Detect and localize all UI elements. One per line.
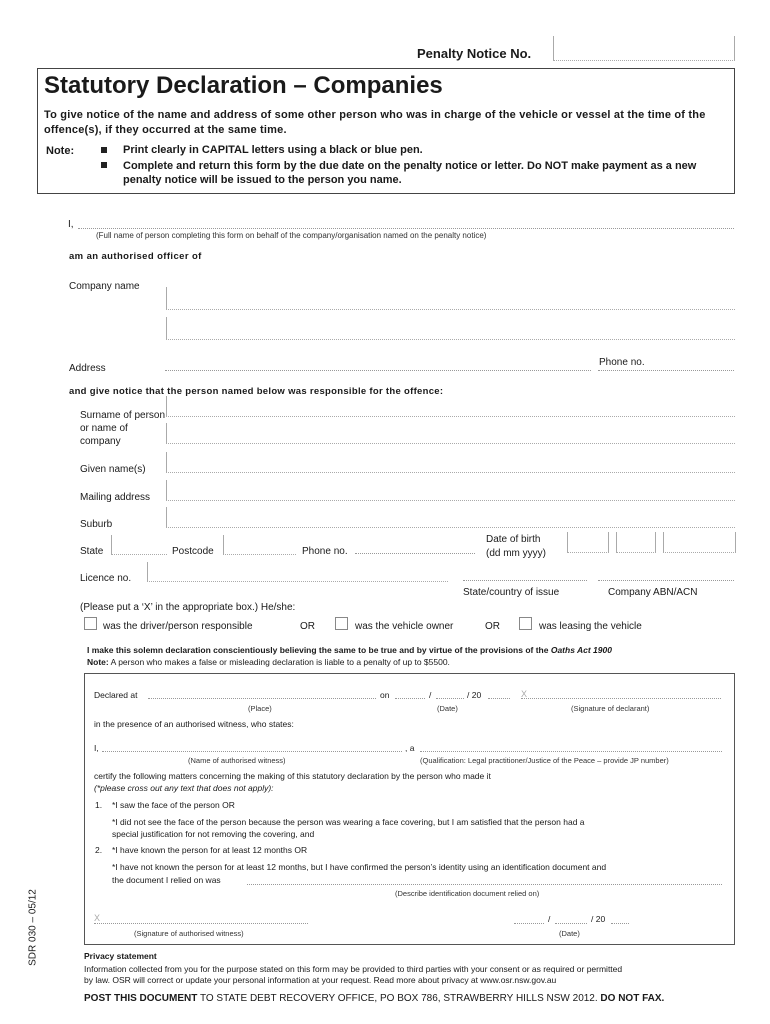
form-code: SDR 030 – 05/12 (27, 889, 39, 966)
declarant-phone-field[interactable] (598, 370, 734, 371)
item-2-option-b-line-2: the document I relied on was (112, 875, 221, 885)
declarant-i-label: I, (68, 219, 74, 230)
state-field[interactable] (111, 535, 167, 555)
page-title: Statutory Declaration – Companies (44, 72, 443, 99)
qualification-field[interactable] (420, 751, 722, 752)
surname-label: Surname of person or name of company (80, 410, 166, 447)
id-document-caption: (Describe identification document relied on) (395, 889, 540, 898)
signature-x-mark: X (521, 689, 528, 699)
penalty-notice-label: Penalty Notice No. (417, 46, 532, 61)
leasing-option-label: was leasing the vehicle (539, 621, 642, 632)
witness-signature-caption: (Signature of authorised witness) (134, 929, 244, 938)
id-document-field[interactable] (247, 884, 722, 885)
item-1-option-a: *I saw the face of the person OR (112, 800, 235, 810)
responsible-intro: and give notice that the person named below was responsible for the offence: (69, 386, 444, 397)
certify-text: certify the following matters concerning the making of this statutory declaration by the person who made it (94, 771, 491, 781)
qualification-caption: (Qualification: Legal practitioner/Justice of the Peace – provide JP number) (420, 756, 669, 765)
address-field[interactable] (165, 370, 591, 371)
privacy-heading: Privacy statement (84, 951, 157, 961)
responsible-phone-field[interactable] (355, 553, 475, 554)
dob-month-field[interactable] (616, 532, 656, 553)
date-caption: (Date) (437, 704, 458, 713)
company-name-field-1[interactable] (166, 287, 735, 310)
officer-text: am an authorised officer of (69, 251, 202, 262)
presence-text: in the presence of an authorised witness, who states: (94, 719, 294, 729)
footer-post-bold: POST THIS DOCUMENT (84, 993, 198, 1004)
footer-post-address: TO STATE DEBT RECOVERY OFFICE, PO BOX 786, STRAWBERRY HILLS NSW 2012. (197, 993, 598, 1004)
item-2-option-a: *I have known the person for at least 12 months OR (112, 845, 308, 855)
witness-name-field[interactable] (102, 751, 402, 752)
postcode-field[interactable] (223, 535, 296, 555)
item-2-number: 2. (95, 845, 103, 855)
dob-year-field[interactable] (663, 532, 736, 553)
leasing-checkbox[interactable] (519, 617, 532, 630)
footer-no-fax: DO NOT FAX. (597, 993, 665, 1004)
witness-name-caption: (Name of authorised witness) (188, 756, 286, 765)
date-slash: / (429, 690, 432, 700)
mailing-address-field[interactable] (166, 480, 735, 501)
surname-field-2[interactable] (166, 423, 735, 444)
declarant-name-field[interactable] (78, 228, 734, 229)
state-label: State (80, 546, 104, 557)
witness-signature-x-mark: X (94, 913, 101, 923)
footer-post-instruction (84, 993, 664, 1004)
cross-out-text: (*please cross out any text that does not apply): (94, 783, 274, 793)
declaration-statement (87, 645, 612, 655)
witness-i-label: I, (94, 743, 99, 753)
declaration-statement-text: I make this solemn declaration conscientiously believing the same to be true and by virtue of the provisions of the (87, 645, 549, 655)
given-names-field[interactable] (166, 452, 735, 473)
declarant-caption: (Full name of person completing this form on behalf of the company/organisation named on the penalty notice) (96, 231, 487, 240)
declaration-note (87, 657, 450, 667)
declaration-note-label: Note: (87, 657, 109, 667)
licence-field[interactable] (147, 562, 448, 582)
intro-text: To give notice of the name and address of some other person who was in charge of the vehicle or vessel at the time of the offence(s), if they occurred at the same time. (44, 109, 706, 136)
item-2-option-b-line-1: *I have not known the person for at least 12 months, but I have confirmed the person’s identity using an identification document and (112, 862, 607, 872)
date-month-field[interactable] (436, 698, 464, 699)
mailing-address-label: Mailing address (80, 492, 151, 503)
witness-date-caption: (Date) (559, 929, 580, 938)
oaths-act: Oaths Act 1900 (550, 645, 612, 655)
company-name-field-2[interactable] (166, 317, 735, 340)
driver-option-label: was the driver/person responsible (103, 621, 253, 632)
date-year-prefix: / 20 (467, 690, 482, 700)
note-bullet-1: Print clearly in CAPITAL letters using a black or blue pen. (123, 144, 423, 156)
declarant-signature-field[interactable] (521, 698, 721, 699)
declaration-note-text: A person who makes a false or misleading declaration is liable to a penalty of up to $5500. (110, 657, 450, 667)
item-1-option-b-line-2: special justification for not removing the covering, and (112, 829, 315, 839)
given-names-label: Given name(s) (80, 464, 146, 475)
privacy-text-line-2: by law. OSR will correct or update your personal information at your request. Read more about privacy at www.osr.nsw.gov.au (84, 975, 557, 985)
penalty-notice-field[interactable] (553, 36, 735, 61)
dob-day-field[interactable] (567, 532, 609, 553)
state-country-label: State/country of issue (463, 587, 560, 598)
witness-date-month-field[interactable] (555, 923, 587, 924)
owner-checkbox[interactable] (335, 617, 348, 630)
witness-date-slash: / (548, 914, 551, 924)
witness-date-day-field[interactable] (514, 923, 544, 924)
dob-label: Date of birth (dd mm yyyy) (486, 534, 546, 559)
on-label: on (380, 690, 390, 700)
witness-date-year-prefix: / 20 (591, 914, 606, 924)
or-label: OR (300, 621, 315, 632)
or-label: OR (485, 621, 500, 632)
privacy-text-line-1: Information collected from you for the purpose stated on this form may be provided to third parties with your consent or as required or permitted (84, 964, 623, 974)
put-x-instruction: (Please put a ‘X’ in the appropriate box.) He/she: (80, 602, 296, 613)
abn-field[interactable] (598, 580, 734, 581)
note-bullet-2: Complete and return this form by the due date on the penalty notice or letter. Do NOT make payment as a new penalty notice will be issued to the person you name. (123, 160, 697, 186)
suburb-field[interactable] (166, 507, 735, 528)
suburb-label: Suburb (80, 519, 113, 530)
signature-caption: (Signature of declarant) (571, 704, 650, 713)
declarant-phone-label: Phone no. (599, 357, 645, 368)
item-1-number: 1. (95, 800, 103, 810)
date-year-field[interactable] (488, 698, 510, 699)
postcode-label: Postcode (172, 546, 214, 557)
bullet-icon (101, 147, 107, 153)
state-country-field[interactable] (463, 580, 587, 581)
responsible-phone-label: Phone no. (302, 546, 348, 557)
surname-field-1[interactable] (166, 396, 735, 417)
comma-a-label: , a (405, 743, 415, 753)
address-label: Address (69, 363, 106, 374)
date-day-field[interactable] (395, 698, 425, 699)
driver-checkbox[interactable] (84, 617, 97, 630)
declared-at-label: Declared at (94, 690, 138, 700)
witness-date-year-field[interactable] (611, 923, 629, 924)
abn-label: Company ABN/ACN (608, 587, 698, 598)
bullet-icon (101, 162, 107, 168)
place-field[interactable] (148, 698, 376, 699)
witness-signature-field[interactable] (94, 923, 308, 924)
company-name-label: Company name (69, 281, 140, 292)
licence-label: Licence no. (80, 573, 132, 584)
place-caption: (Place) (248, 704, 272, 713)
owner-option-label: was the vehicle owner (355, 621, 454, 632)
item-1-option-b-line-1: *I did not see the face of the person because the person was wearing a face covering, but I am satisfied that the person had a (112, 817, 585, 827)
note-label: Note: (46, 145, 75, 157)
